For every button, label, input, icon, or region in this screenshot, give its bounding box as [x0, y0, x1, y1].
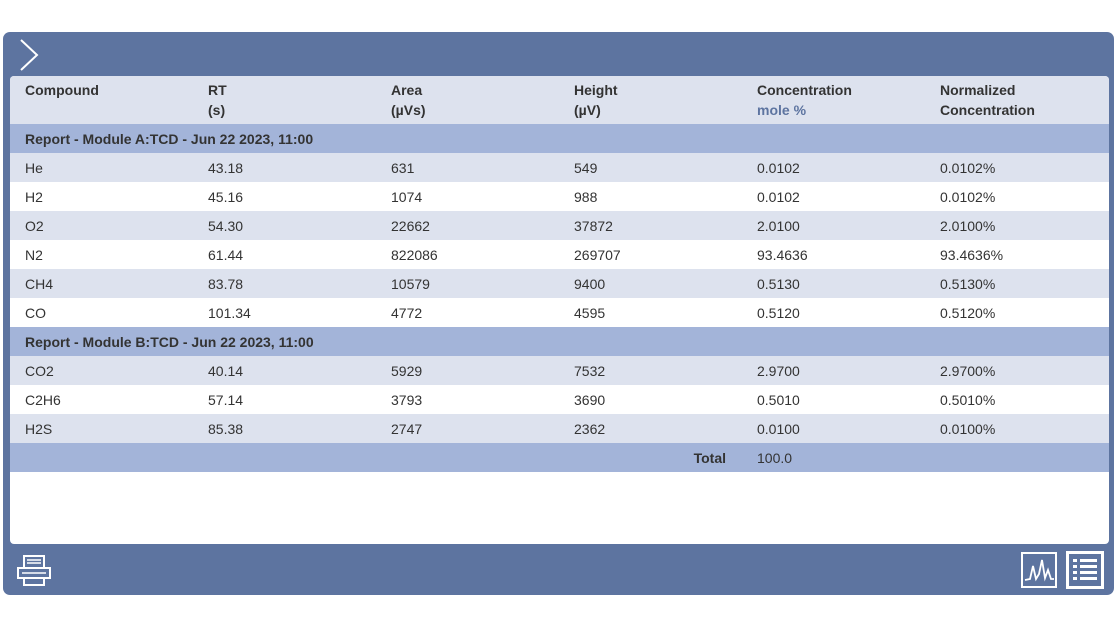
top-bar [3, 32, 1114, 76]
printer-icon[interactable] [16, 554, 52, 586]
group-title: Report - Module A:TCD - Jun 22 2023, 11:00 [10, 124, 1109, 153]
table-row [10, 153, 1109, 182]
cell-normalized: 2.0100% [925, 211, 1109, 240]
cell-concentration: 0.5120 [742, 298, 925, 327]
table-row [10, 385, 1109, 414]
table-row [10, 240, 1109, 269]
cell-concentration: 0.0102 [742, 182, 925, 211]
cell-normalized: 0.5120% [925, 298, 1109, 327]
cell-area: 2747 [376, 414, 559, 443]
cell-normalized: 0.5130% [925, 269, 1109, 298]
cell-rt: 57.14 [193, 385, 376, 414]
cell-height: 549 [559, 153, 742, 182]
cell-compound: H2 [10, 182, 193, 211]
cell-concentration: 2.9700 [742, 356, 925, 385]
concentration-unit: mole % [757, 102, 807, 118]
results-table [10, 76, 1109, 472]
table-row [10, 269, 1109, 298]
cell-height: 3690 [559, 385, 742, 414]
cell-compound: CO [10, 298, 193, 327]
cell-area: 3793 [376, 385, 559, 414]
header-height: Height (µV) [559, 76, 742, 124]
cell-height: 9400 [559, 269, 742, 298]
cell-rt: 54.30 [193, 211, 376, 240]
report-window [3, 32, 1114, 595]
cell-height: 37872 [559, 211, 742, 240]
cell-concentration: 0.5010 [742, 385, 925, 414]
total-value: 100.0 [742, 443, 1109, 472]
cell-concentration: 93.4636 [742, 240, 925, 269]
cell-height: 269707 [559, 240, 742, 269]
cell-area: 631 [376, 153, 559, 182]
table-row [10, 298, 1109, 327]
total-row [10, 443, 1109, 472]
header-area: Area (µVs) [376, 76, 559, 124]
cell-area: 10579 [376, 269, 559, 298]
cell-rt: 43.18 [193, 153, 376, 182]
cell-height: 988 [559, 182, 742, 211]
cell-height: 2362 [559, 414, 742, 443]
cell-compound: He [10, 153, 193, 182]
chevron-right-icon[interactable] [15, 38, 41, 72]
cell-normalized: 0.0102% [925, 182, 1109, 211]
cell-compound: N2 [10, 240, 193, 269]
cell-rt: 61.44 [193, 240, 376, 269]
chromatogram-icon[interactable] [1021, 552, 1057, 588]
cell-rt: 83.78 [193, 269, 376, 298]
cell-rt: 101.34 [193, 298, 376, 327]
cell-concentration: 0.5130 [742, 269, 925, 298]
cell-area: 1074 [376, 182, 559, 211]
header-normalized-concentration: Normalized Concentration [925, 76, 1109, 124]
cell-height: 7532 [559, 356, 742, 385]
cell-rt: 45.16 [193, 182, 376, 211]
cell-rt: 40.14 [193, 356, 376, 385]
cell-compound: H2S [10, 414, 193, 443]
group-header-module-a [10, 124, 1109, 153]
cell-concentration: 0.0102 [742, 153, 925, 182]
group-title: Report - Module B:TCD - Jun 22 2023, 11:00 [10, 327, 1109, 356]
table-row [10, 182, 1109, 211]
list-report-icon[interactable] [1066, 551, 1104, 589]
table-row [10, 414, 1109, 443]
group-header-module-b [10, 327, 1109, 356]
cell-compound: O2 [10, 211, 193, 240]
table-row [10, 356, 1109, 385]
cell-compound: CO2 [10, 356, 193, 385]
cell-compound: CH4 [10, 269, 193, 298]
header-compound: Compound [10, 76, 193, 124]
header-concentration: Concentration mole % [742, 76, 925, 124]
cell-area: 5929 [376, 356, 559, 385]
cell-normalized: 93.4636% [925, 240, 1109, 269]
bottom-toolbar [3, 544, 1114, 595]
total-label: Total [10, 443, 742, 472]
cell-concentration: 2.0100 [742, 211, 925, 240]
table-header-row [10, 76, 1109, 124]
cell-normalized: 2.9700% [925, 356, 1109, 385]
cell-normalized: 0.5010% [925, 385, 1109, 414]
results-panel [10, 76, 1109, 544]
cell-area: 22662 [376, 211, 559, 240]
cell-area: 4772 [376, 298, 559, 327]
cell-normalized: 0.0100% [925, 414, 1109, 443]
cell-area: 822086 [376, 240, 559, 269]
table-row [10, 211, 1109, 240]
header-rt: RT (s) [193, 76, 376, 124]
cell-height: 4595 [559, 298, 742, 327]
cell-concentration: 0.0100 [742, 414, 925, 443]
cell-compound: C2H6 [10, 385, 193, 414]
cell-rt: 85.38 [193, 414, 376, 443]
cell-normalized: 0.0102% [925, 153, 1109, 182]
